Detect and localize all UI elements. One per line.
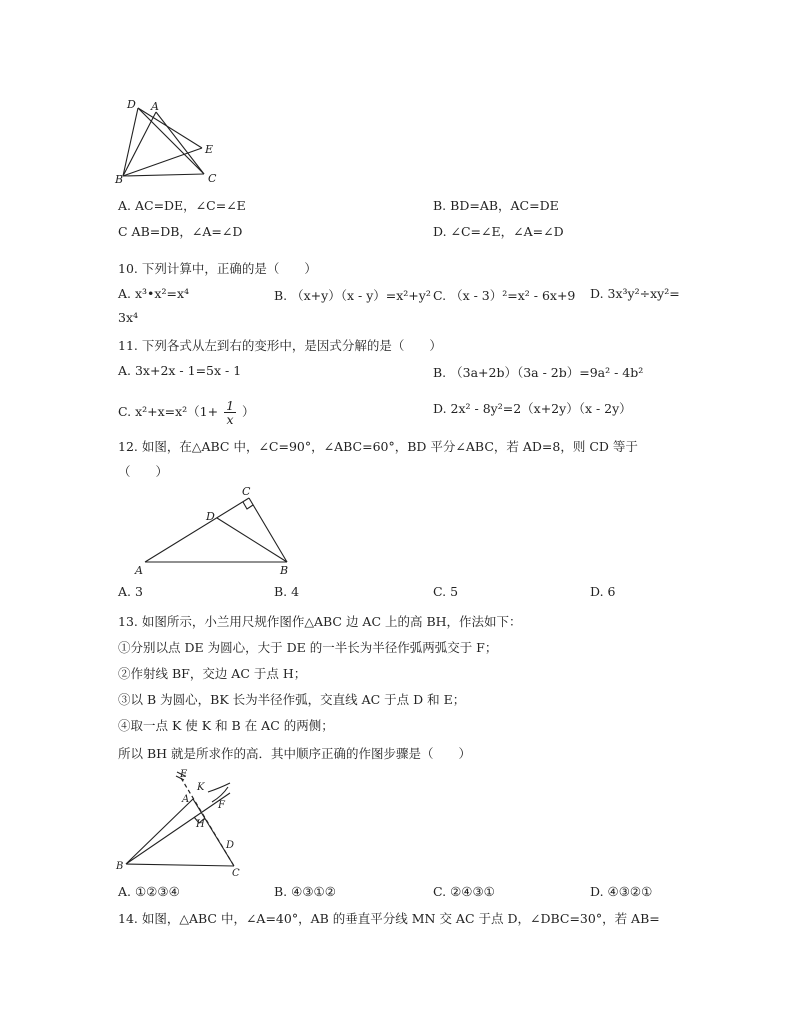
q12-option-d: D. 6: [590, 584, 616, 599]
q12-option-b: B. 4: [274, 584, 300, 599]
q12-option-a: A. 3: [118, 584, 143, 599]
q9-label-e: E: [205, 143, 214, 156]
q11-option-c: [118, 399, 255, 426]
q11-option-b: B. （3a+2b）（3a - 2b）=9a² - 4b²: [433, 365, 644, 380]
q12-label-d: D: [206, 510, 215, 523]
q12-figure: [130, 484, 300, 579]
q11-option-a: A. 3x+2x - 1=5x - 1: [118, 363, 242, 378]
q13-label-f: F: [218, 800, 225, 811]
q9-option-c: C AB=DB，∠A=∠D: [118, 224, 243, 239]
q13-figure: [112, 766, 252, 880]
q9-label-d: D: [127, 98, 136, 111]
q12-label-a: A: [135, 564, 143, 577]
q12-label-c: C: [242, 485, 251, 498]
q9-label-c: C: [208, 172, 217, 185]
q10-option-d: D. 3x³y²÷xy²=: [590, 286, 680, 301]
q13-step-4: ④取一点 K 使 K 和 B 在 AC 的两侧；: [118, 718, 334, 733]
q10-option-a: A. x³•x²=x⁴: [118, 286, 190, 301]
q13-option-c: C. ②④③①: [433, 884, 495, 899]
q9-option-a: A. AC=DE，∠C=∠E: [118, 198, 246, 213]
q12-stem-wrap: （ ）: [118, 464, 169, 479]
q13-option-d: D. ④③②①: [590, 884, 653, 899]
q11-option-d: D. 2x² - 8y²=2（x+2y）（x - 2y）: [433, 401, 632, 416]
q11-option-c-tail: ）: [242, 404, 255, 419]
q11-option-c-fraction: [224, 399, 236, 426]
q9-option-d: D. ∠C=∠E，∠A=∠D: [433, 224, 564, 239]
q13-option-a: A. ①②③④: [118, 884, 180, 899]
q13-label-b: B: [116, 861, 124, 872]
q13-label-h: H: [196, 819, 205, 830]
q10-stem: 10. 下列计算中，正确的是（ ）: [118, 261, 317, 276]
q9-figure: [110, 96, 220, 188]
q13-label-k: K: [197, 782, 205, 793]
q13-stem: 13. 如图所示，小兰用尺规作图作△ABC 边 AC 上的高 BH，作法如下：: [118, 614, 522, 629]
q12-label-b: B: [280, 564, 289, 577]
q10-option-b: B. （x+y）（x - y）=x²+y²: [274, 288, 431, 303]
q13-label-e: E: [180, 769, 188, 780]
q13-label-d: D: [226, 840, 235, 851]
q10-option-c: C. （x - 3）²=x² - 6x+9: [433, 288, 576, 303]
q11-option-c-denominator: x: [226, 412, 234, 427]
q9-option-b: B. BD=AB，AC=DE: [433, 198, 559, 213]
q12-option-c: C. 5: [433, 584, 459, 599]
q13-option-b: B. ④③①②: [274, 884, 336, 899]
q9-label-b: B: [115, 173, 124, 186]
q13-label-c: C: [232, 868, 240, 879]
q11-option-c-text: C. x²+x=x²（1+: [118, 404, 219, 419]
q13-step-1: ①分别以点 DE 为圆心，大于 DE 的一半长为半径作弧两弧交于 F；: [118, 640, 498, 655]
q13-label-a: A: [182, 794, 190, 805]
q9-label-a: A: [151, 100, 159, 113]
q10-option-d-wrap: 3x⁴: [118, 310, 139, 325]
q13-step-2: ②作射线 BF，交边 AC 于点 H；: [118, 666, 307, 681]
q13-question: 所以 BH 就是所求作的高．其中顺序正确的作图步骤是（ ）: [118, 746, 472, 761]
q14-stem: 14. 如图，△ABC 中，∠A=40°，AB 的垂直平分线 MN 交 AC 于点 D，∠DBC=30°，若 AB=: [118, 911, 660, 926]
q11-option-c-numerator: 1: [226, 398, 235, 413]
q13-step-3: ③以 B 为圆心，BK 长为半径作弧，交直线 AC 于点 D 和 E；: [118, 692, 466, 707]
q11-stem: 11. 下列各式从左到右的变形中，是因式分解的是（ ）: [118, 338, 442, 353]
q12-stem: 12. 如图，在△ABC 中，∠C=90°，∠ABC=60°，BD 平分∠ABC，若 AD=8，则 CD 等于: [118, 439, 638, 454]
